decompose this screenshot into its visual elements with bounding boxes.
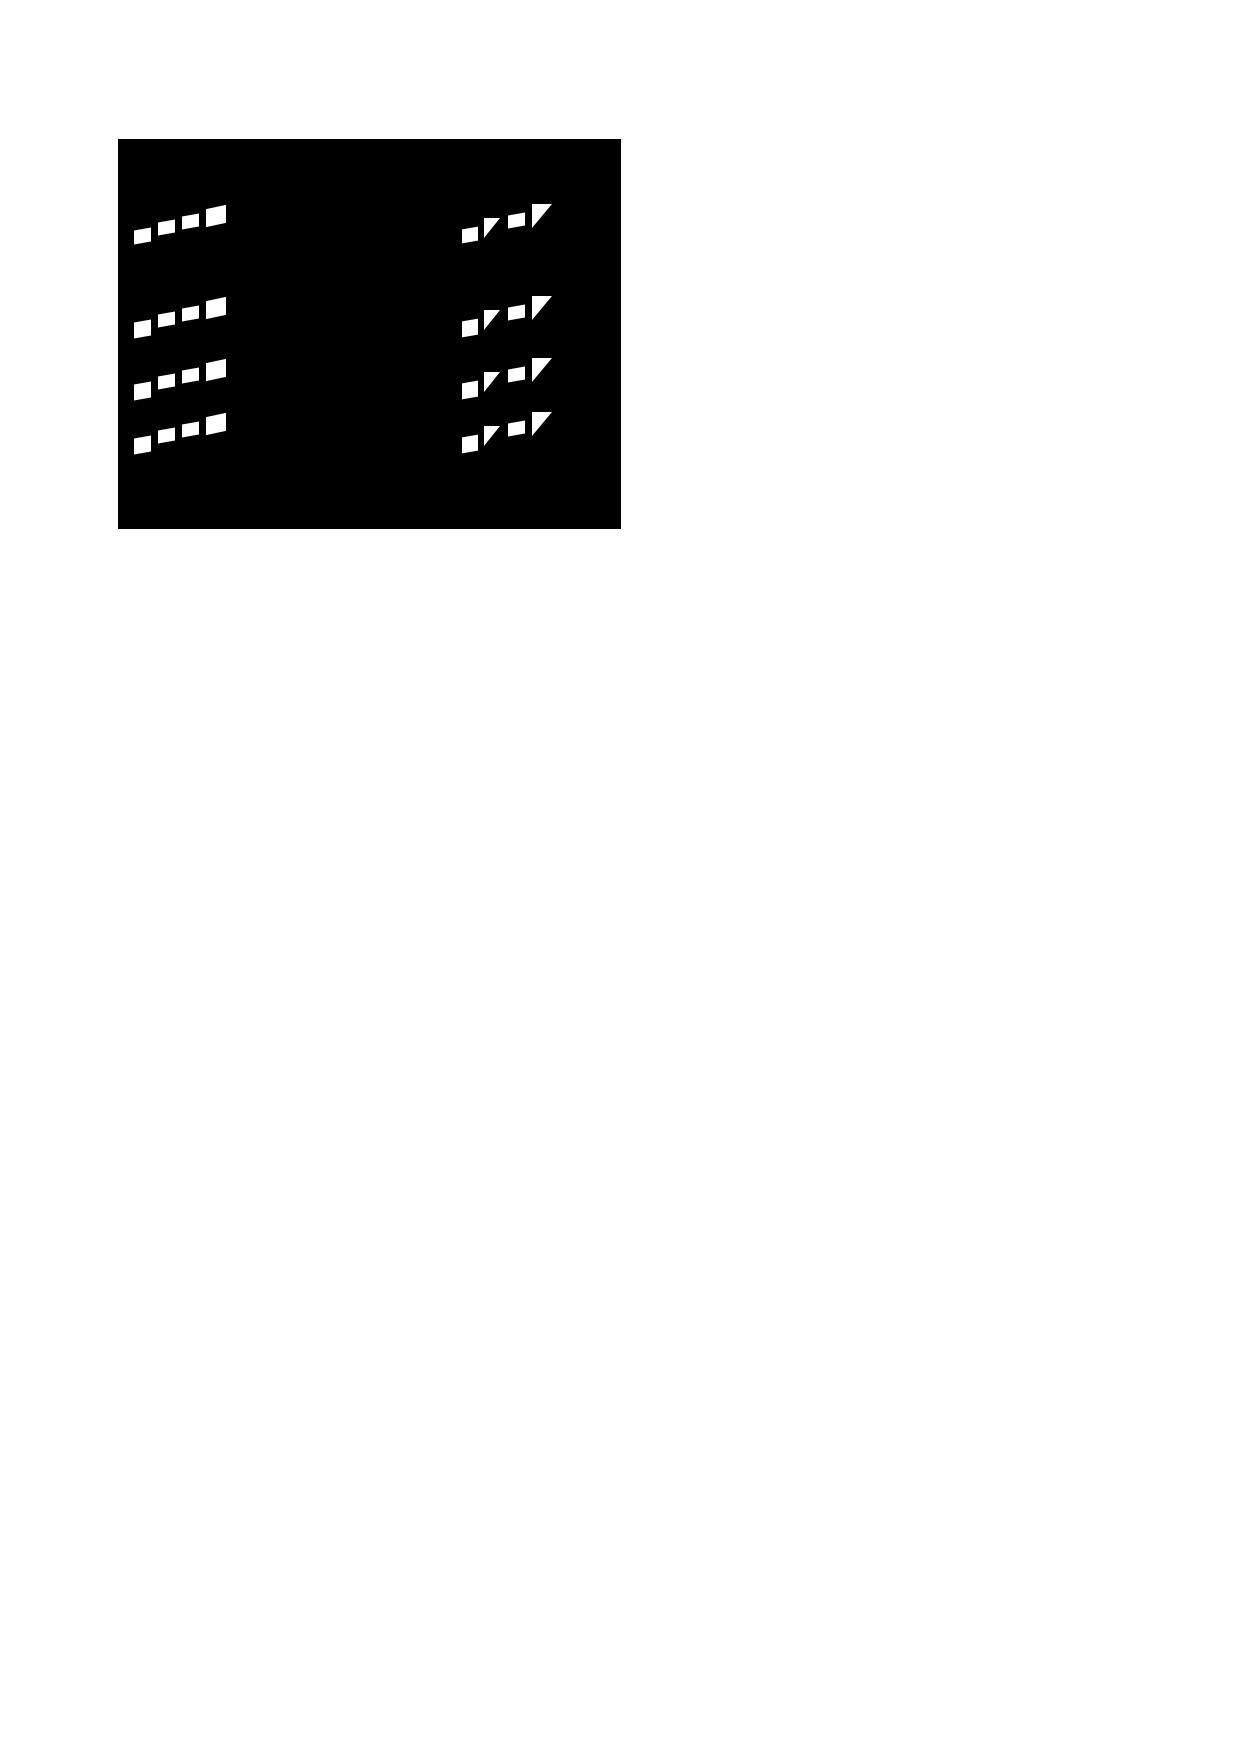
glyph-parallelogram-left-row-3-1 bbox=[134, 382, 151, 401]
glyph-parallelogram-left-row-3-3 bbox=[182, 368, 199, 384]
glyph-parallelogram-left-row-2-3 bbox=[182, 306, 199, 322]
glyph-triangle-right-row-4-2 bbox=[484, 426, 500, 446]
glyph-parallelogram-left-row-1-4 bbox=[206, 205, 226, 227]
glyph-parallelogram-left-row-2-2 bbox=[158, 312, 175, 328]
glyph-parallelogram-left-row-4-4 bbox=[206, 413, 226, 435]
black-panel-figure bbox=[118, 139, 621, 529]
glyph-parallelogram-left-row-2-4 bbox=[206, 297, 226, 319]
glyph-triangle-right-row-1-4 bbox=[532, 204, 552, 228]
glyph-triangle-right-row-4-4 bbox=[532, 412, 552, 436]
glyph-parallelogram-left-row-1-1 bbox=[134, 228, 151, 245]
glyph-parallelogram-left-row-4-2 bbox=[158, 428, 175, 444]
glyph-triangle-right-row-2-2 bbox=[484, 310, 500, 330]
glyph-triangle-right-row-3-4 bbox=[532, 358, 552, 382]
glyph-triangle-right-row-3-2 bbox=[484, 372, 500, 392]
glyph-parallelogram-right-row-1-1 bbox=[462, 227, 478, 244]
glyph-parallelogram-left-row-4-1 bbox=[134, 436, 151, 455]
glyph-triangle-right-row-1-2 bbox=[484, 218, 500, 238]
glyph-parallelogram-right-row-3-1 bbox=[462, 381, 478, 400]
glyph-parallelogram-left-row-2-1 bbox=[134, 320, 151, 339]
glyph-triangle-right-row-2-4 bbox=[532, 296, 552, 320]
glyph-parallelogram-left-row-3-2 bbox=[158, 374, 175, 390]
glyph-parallelogram-right-row-2-3 bbox=[508, 305, 525, 321]
glyph-parallelogram-left-row-4-3 bbox=[182, 422, 199, 438]
glyph-parallelogram-right-row-1-3 bbox=[508, 213, 525, 229]
glyph-parallelogram-right-row-2-1 bbox=[462, 319, 478, 338]
glyph-parallelogram-left-row-1-2 bbox=[158, 220, 175, 236]
glyph-parallelogram-left-row-1-3 bbox=[182, 214, 199, 230]
glyph-parallelogram-left-row-3-4 bbox=[206, 359, 226, 381]
glyph-parallelogram-right-row-4-3 bbox=[508, 421, 525, 437]
glyph-parallelogram-right-row-4-1 bbox=[462, 435, 478, 454]
glyph-parallelogram-right-row-3-3 bbox=[508, 367, 525, 383]
